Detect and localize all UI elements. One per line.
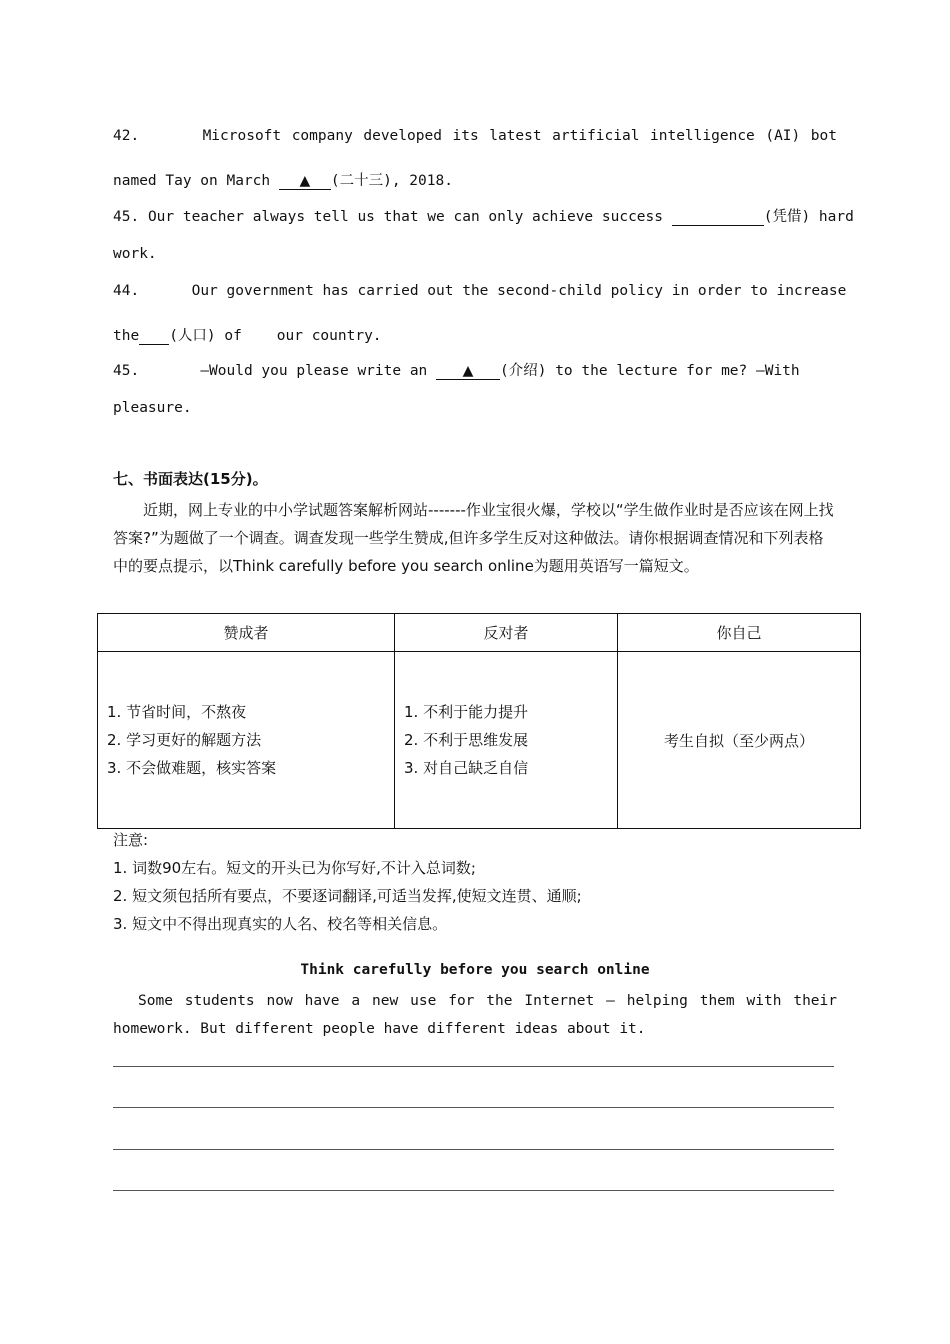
question-number: 44. [113, 283, 140, 299]
list-item: 考生自拟（至少两点） [663, 731, 814, 750]
list-item: 1. 不利于能力提升 [404, 703, 529, 721]
note-item: 3. 短文中不得出现真实的人名、校名等相关信息。 [113, 915, 448, 933]
question-number: 45. [113, 209, 140, 225]
note-item: 2. 短文须包括所有要点，不要逐词翻译,可适当发挥,使短文连贯、通顺; [113, 887, 582, 905]
list-item: 1. 节省时间，不熬夜 [107, 703, 247, 721]
question-text: (介绍) to the lecture for me? —With [500, 363, 800, 379]
question-text: Our government has carried out the second-child policy in order to increase [191, 283, 847, 299]
question-text: Microsoft company developed its latest artificial intelligence (AI) bot [202, 128, 837, 144]
question-44-line1 [113, 283, 847, 299]
notes [113, 826, 582, 938]
answer-blank[interactable] [672, 209, 764, 226]
essay-title: Think carefully before you search online [300, 962, 650, 978]
table-header-yourself: 你自己 [618, 614, 861, 652]
question-45-line1 [113, 205, 854, 226]
question-number: 42. [113, 128, 140, 144]
notes-label: 注意: [113, 831, 149, 849]
question-42-line2 [113, 169, 837, 190]
question-text: our country. [276, 328, 382, 344]
writing-line[interactable] [113, 1190, 834, 1191]
question-45-line2 [113, 246, 837, 262]
table-cell-against [395, 652, 618, 829]
question-text: pleasure. [113, 400, 192, 416]
table-header-for: 赞成者 [98, 614, 395, 652]
question-44-line2 [113, 324, 837, 345]
question-text: named Tay on March [113, 173, 279, 189]
list-item: 3. 不会做难题，核实答案 [107, 759, 277, 777]
table-cell-yourself [618, 652, 861, 829]
table-header-against: 反对者 [395, 614, 618, 652]
question-45b-line2 [113, 400, 837, 416]
survey-table [97, 613, 861, 829]
answer-blank[interactable] [279, 173, 331, 190]
section-intro: 近期，网上专业的中小学试题答案解析网站-------作业宝很火爆，学校以“学生做作业时是否应该在网上找答案?”为题做了一个调查。调查发现一些学生赞成,但许多学生反对这种做法。请你根据调查情况和下列表格中的要点提示，以Think carefully before you search online为题用英语写一篇短文。 [113, 501, 834, 575]
note-item: 1. 词数90左右。短文的开头已为你写好,不计入总词数; [113, 859, 476, 877]
answer-blank[interactable] [139, 328, 169, 345]
section-title: 七、书面表达(15分)。 [113, 470, 268, 488]
writing-line[interactable] [113, 1149, 834, 1150]
list-item: 3. 对自己缺乏自信 [404, 759, 529, 777]
table-cell-for [98, 652, 395, 829]
hint-text: (凭借) hard [763, 209, 854, 225]
writing-line[interactable] [113, 1066, 834, 1067]
hint-text: (二十三), 2018. [330, 173, 453, 189]
list-item: 2. 不利于思维发展 [404, 731, 529, 749]
triangle-icon: ▲ [462, 363, 474, 379]
question-text: —Would you please write an [200, 363, 437, 379]
question-number: 45. [113, 363, 140, 379]
triangle-icon: ▲ [299, 173, 311, 189]
writing-line[interactable] [113, 1107, 834, 1108]
essay-opening: Some students now have a new use for the Internet — helping them with their homework. But different people have different ideas about it. [113, 993, 837, 1037]
answer-blank[interactable] [436, 363, 500, 380]
question-text: work. [113, 246, 157, 262]
list-item: 2. 学习更好的解题方法 [107, 731, 262, 749]
question-45b-line1 [113, 359, 837, 380]
question-text: the [113, 328, 140, 344]
question-42-line1 [113, 128, 837, 144]
hint-text: (人口) of [169, 328, 242, 344]
question-text: Our teacher always tell us that we can only achieve success [147, 209, 672, 225]
